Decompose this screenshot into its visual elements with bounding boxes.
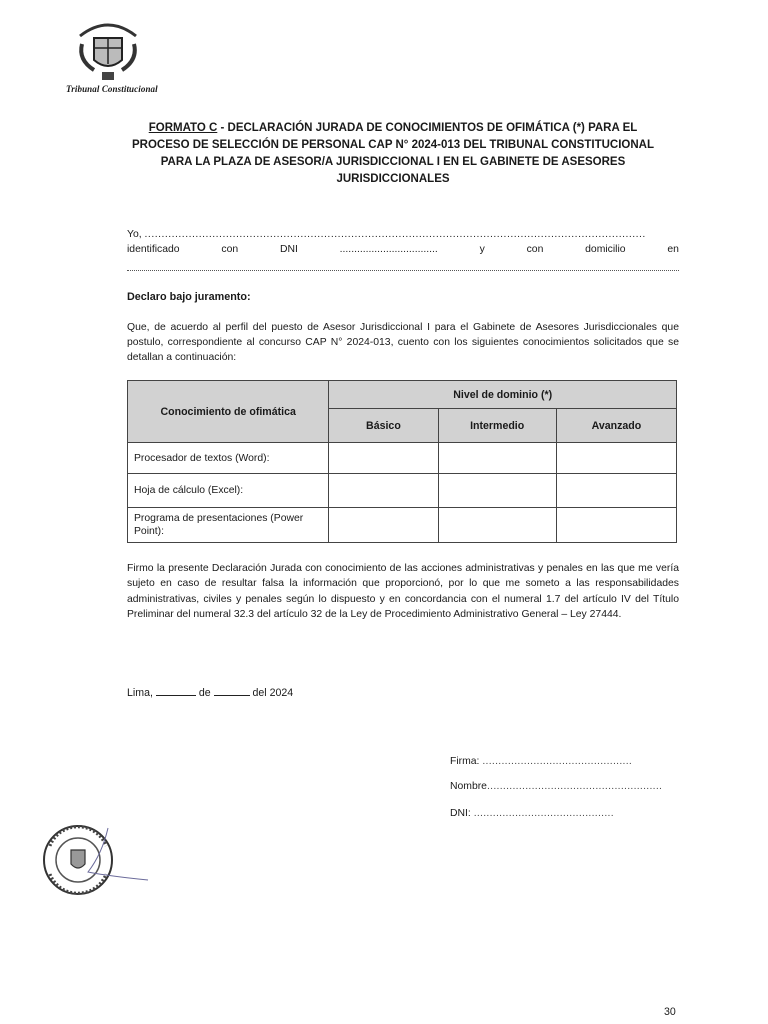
level-header: Nivel de dominio (*) — [329, 381, 677, 409]
level-basic-header: Básico — [329, 409, 438, 443]
name-blank: .................................................................................................................................................... — [144, 229, 646, 240]
office-skills-table — [127, 380, 677, 543]
title-text: - DECLARACIÓN JURADA DE CONOCIMIENTOS DE OFIMÁTICA (*) PARA EL PROCESO DE SELECCIÓN DE PERSONAL CAP N° 2024-013 DEL TRIBUNAL CONSTITUCIONAL PARA LA PLAZA DE ASESOR/A JURISDICCIONAL I EN EL GABINETE DE ASESORES JURISDICCIONALES — [132, 122, 654, 185]
firma-label: Firma: — [450, 756, 480, 767]
id-word: con — [526, 244, 544, 255]
table-row — [128, 443, 677, 474]
closing-paragraph: Firmo la presente Declaración Jurada con conocimiento de las acciones administrativas y penales en las que me vería sujeto en caso de resultar falsa la información que proporcionó, por lo que me someto a las responsabilidades administrativas, civiles y penales según lo dispuesto y en concordancia con el numeral 1.7 del artículo IV del Título Preliminar del numeral 32.3 del artículo 32 de la Ley de Procedimiento Administrativo General – Ley 27444. — [127, 563, 679, 620]
date-line — [127, 686, 293, 700]
city-label: Lima, — [127, 687, 153, 699]
de-label: de — [198, 687, 211, 699]
month-blank[interactable] — [214, 686, 250, 696]
level-advanced-header: Avanzado — [556, 409, 676, 443]
dni-sign-blank[interactable]: ............................................ — [473, 808, 614, 819]
powerpoint-advanced-cell[interactable] — [556, 508, 676, 543]
year-label: del 2024 — [252, 687, 294, 699]
table-row — [128, 474, 677, 508]
id-word: y — [479, 244, 485, 255]
table-row — [128, 508, 677, 543]
word-intermediate-cell[interactable] — [438, 443, 556, 474]
identification-line — [127, 243, 679, 257]
skill-powerpoint: Programa de presentaciones (Power Point): — [128, 508, 329, 543]
powerpoint-intermediate-cell[interactable] — [438, 508, 556, 543]
page-number: 30 — [664, 1006, 676, 1018]
nombre-blank[interactable]: ....................................................... — [486, 781, 663, 792]
powerpoint-basic-cell[interactable] — [329, 508, 438, 543]
signature-line — [450, 756, 632, 767]
coat-of-arms-icon — [72, 14, 144, 84]
skill-excel: Hoja de cálculo (Excel): — [128, 474, 329, 508]
nombre-label: Nombre — [450, 781, 487, 792]
excel-advanced-cell[interactable] — [556, 474, 676, 508]
excel-intermediate-cell[interactable] — [438, 474, 556, 508]
document-title — [128, 120, 658, 188]
dni-blank: .................................. — [339, 244, 438, 255]
word-basic-cell[interactable] — [329, 443, 438, 474]
sworn-statement-label: Declaro bajo juramento: — [127, 291, 251, 303]
id-word: identificado — [127, 244, 180, 255]
day-blank[interactable] — [156, 686, 196, 696]
id-word: con — [221, 244, 239, 255]
id-word: domicilio — [585, 244, 626, 255]
dni-label: DNI: — [450, 808, 471, 819]
level-intermediate-header: Intermedio — [438, 409, 556, 443]
id-word: DNI — [279, 244, 298, 255]
dni-line — [450, 808, 614, 819]
knowledge-header: Conocimiento de ofimática — [128, 381, 329, 443]
yo-label: Yo, — [127, 229, 142, 240]
firma-blank[interactable]: ............................................... — [482, 756, 633, 767]
intro-paragraph: Que, de acuerdo al perfil del puesto de Asesor Jurisdiccional I para el Gabinete de Asesores Jurisdiccionales que postulo, correspondiente al concurso CAP N° 2024-013, cuento con los siguientes conocimientos solicitados que se detallan a continuación: — [127, 322, 679, 363]
excel-basic-cell[interactable] — [329, 474, 438, 508]
skill-word: Procesador de textos (Word): — [128, 443, 329, 474]
format-label: FORMATO C — [148, 122, 218, 134]
word-advanced-cell[interactable] — [556, 443, 676, 474]
official-seal-icon — [38, 824, 150, 896]
institution-name: Tribunal Constitucional — [66, 84, 158, 94]
name-line — [450, 781, 662, 792]
address-blank-line — [127, 258, 679, 271]
id-word: en — [667, 244, 679, 255]
declarant-name-line — [127, 228, 679, 242]
